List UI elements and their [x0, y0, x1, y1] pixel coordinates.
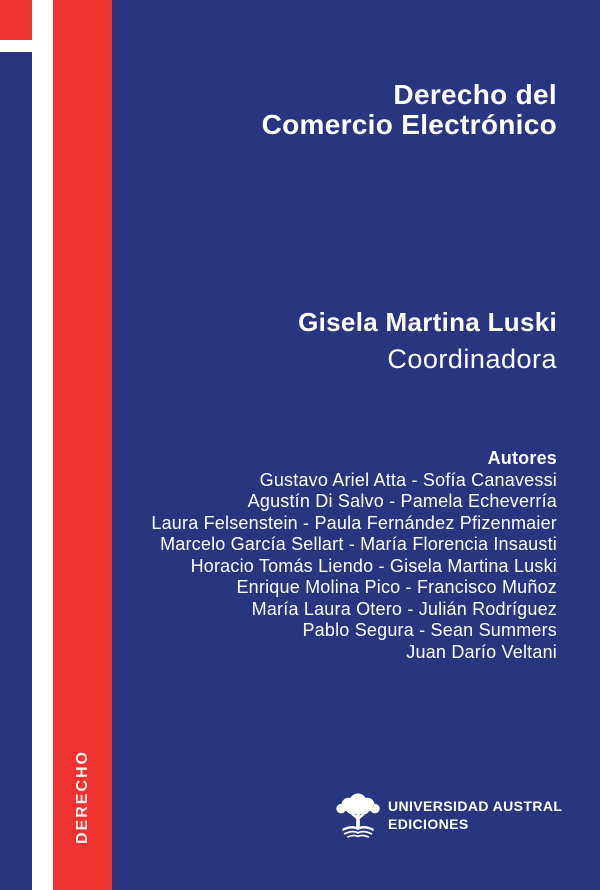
book-title-line2: Comercio Electrónico [261, 109, 557, 140]
author-line: Pablo Segura - Sean Summers [302, 620, 557, 640]
book-title-line1: Derecho del [393, 79, 557, 110]
austral-tree-logo-icon [332, 791, 384, 841]
author-line: Juan Darío Veltani [406, 641, 557, 662]
book-title [262, 80, 557, 140]
publisher-name-line1: UNIVERSIDAD AUSTRAL [388, 798, 563, 814]
authors-heading: Autores [487, 448, 557, 468]
publisher-name-line2: EDICIONES [388, 815, 469, 832]
author-line: Gustavo Ariel Atta - Sofía Canavessi [259, 469, 557, 490]
author-line: Laura Felsenstein - Paula Fernández Pfizenmaier [151, 512, 557, 533]
author-line: María Laura Otero - Julián Rodríguez [251, 598, 557, 619]
authors-block [151, 448, 557, 663]
white-vertical-stripe [32, 0, 53, 890]
coordinator-name: Gisela Martina Luski [298, 307, 557, 337]
author-line: Agustín Di Salvo - Pamela Echeverría [247, 491, 557, 511]
author-line: Marcelo García Sellart - María Florencia Insausti [160, 534, 557, 554]
author-line: Enrique Molina Pico - Francisco Muñoz [236, 577, 557, 597]
corner-red-block [0, 0, 32, 40]
corner-white-band [0, 40, 32, 52]
publisher-name [388, 798, 562, 833]
spine-label: DERECHO [74, 749, 91, 845]
coordinator-role: Coordinadora [387, 344, 557, 374]
author-line: Horacio Tomás Liendo - Gisela Martina Luski [190, 555, 557, 576]
